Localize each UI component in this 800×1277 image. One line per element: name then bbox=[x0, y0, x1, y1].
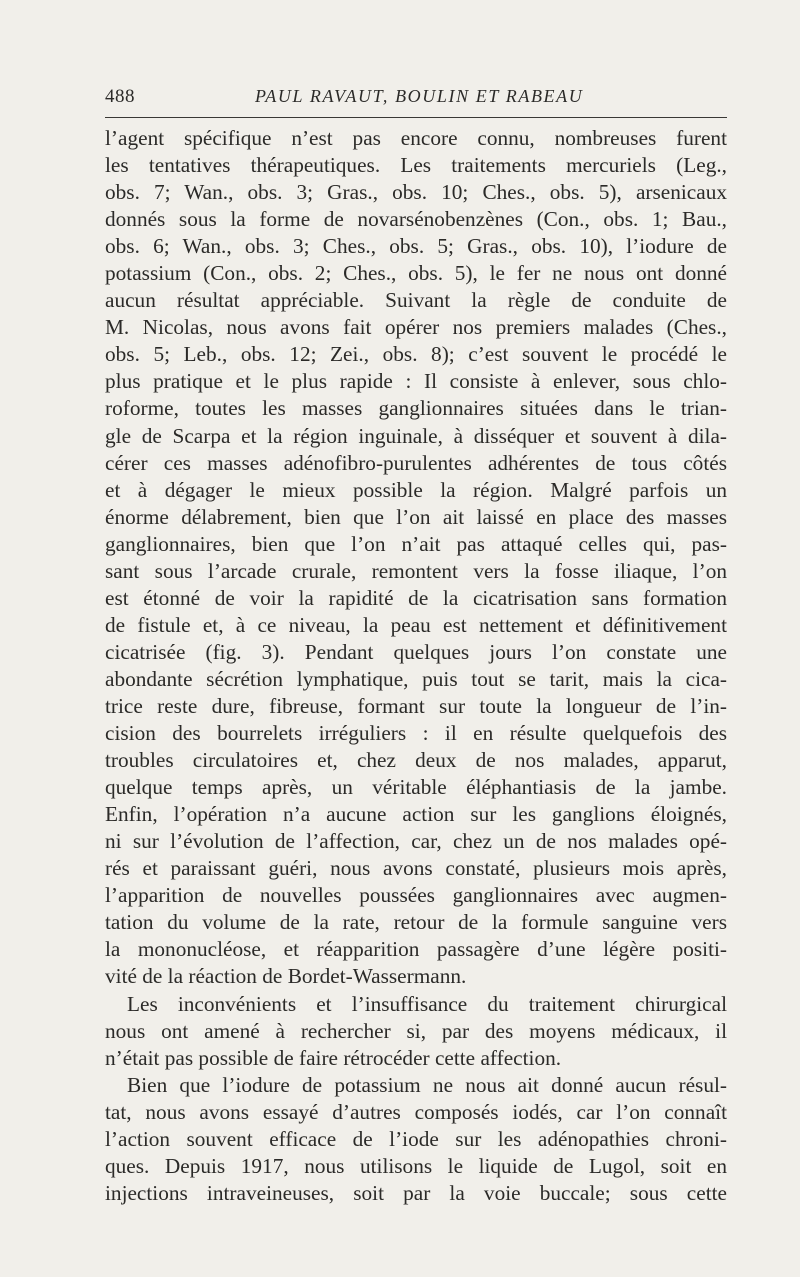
text-line: tat, nous avons essayé d’autres composés iodés, car l’on connaît bbox=[105, 1099, 727, 1124]
text-line: de fistule et, à ce niveau, la peau est nettement et définitivement bbox=[105, 612, 727, 637]
text-line: rés et paraissant guéri, nous avons constaté, plusieurs mois après, bbox=[105, 856, 727, 881]
text-line: troubles circulatoires et, chez deux de nos malades, apparut, bbox=[105, 748, 727, 773]
text-line: trice reste dure, fibreuse, formant sur toute la longueur de l’in- bbox=[105, 693, 727, 718]
text-line: cision des bourrelets irréguliers : il en résulte quelquefois des bbox=[105, 721, 727, 746]
text-line: plus pratique et le plus rapide : Il consiste à enlever, sous chlo- bbox=[105, 369, 727, 394]
running-title: PAUL RAVAUT, BOULIN ET RABEAU bbox=[255, 86, 584, 106]
text-line: gle de Scarpa et la région inguinale, à disséquer et souvent à dila- bbox=[105, 423, 727, 448]
text-line: la mononucléose, et réapparition passagère d’une légère positi- bbox=[105, 937, 727, 962]
text-line: nous ont amené à rechercher si, par des moyens médicaux, il bbox=[105, 1018, 727, 1043]
text-line: M. Nicolas, nous avons fait opérer nos premiers malades (Ches., bbox=[105, 315, 727, 340]
text-line: abondante sécrétion lymphatique, puis tout se tarit, mais la cica- bbox=[105, 666, 727, 691]
text-line: Bien que l’iodure de potassium ne nous ait donné aucun résul- bbox=[127, 1072, 727, 1097]
text-line: obs. 6; Wan., obs. 3; Ches., obs. 5; Gras., obs. 10), l’iodure de bbox=[105, 234, 727, 259]
text-line: les tentatives thérapeutiques. Les traitements mercuriels (Leg., bbox=[105, 153, 727, 178]
text-line: obs. 7; Wan., obs. 3; Gras., obs. 10; Ches., obs. 5), arsenicaux bbox=[105, 180, 727, 205]
text-line: cicatrisée (fig. 3). Pendant quelques jours l’on constate une bbox=[105, 639, 727, 664]
text-line: donnés sous la forme de novarsénobenzènes (Con., obs. 1; Bau., bbox=[105, 207, 727, 232]
text-line: cérer ces masses adénofibro-purulentes adhérentes de tous côtés bbox=[105, 450, 727, 475]
header-rule bbox=[105, 117, 727, 118]
text-line: ques. Depuis 1917, nous utilisons le liquide de Lugol, soit en bbox=[105, 1153, 727, 1178]
text-line: est étonné de voir la rapidité de la cicatrisation sans formation bbox=[105, 585, 727, 610]
text-line: sant sous l’arcade crurale, remontent vers la fosse iliaque, l’on bbox=[105, 558, 727, 583]
text-line: n’était pas possible de faire rétrocéder cette affection. bbox=[105, 1045, 562, 1070]
text-line: Les inconvénients et l’insuffisance du traitement chirurgical bbox=[127, 991, 727, 1016]
text-line: obs. 5; Leb., obs. 12; Zei., obs. 8); c’est souvent le procédé le bbox=[105, 342, 727, 367]
text-line: injections intraveineuses, soit par la voie buccale; sous cette bbox=[105, 1180, 727, 1205]
body-text bbox=[105, 125, 727, 1207]
text-line: potassium (Con., obs. 2; Ches., obs. 5), le fer ne nous ont donné bbox=[105, 261, 727, 286]
text-line: tation du volume de la rate, retour de la formule sanguine vers bbox=[105, 910, 727, 935]
page-header bbox=[105, 86, 730, 116]
text-line: quelque temps après, un véritable éléphantiasis de la jambe. bbox=[105, 775, 727, 800]
text-line: et à dégager le mieux possible la région. Malgré parfois un bbox=[105, 477, 727, 502]
text-line: ganglionnaires, bien que l’on n’ait pas attaqué celles qui, pas- bbox=[105, 531, 727, 556]
text-line: roforme, toutes les masses ganglionnaires situées dans le trian- bbox=[105, 396, 727, 421]
text-line: ni sur l’évolution de l’affection, car, chez un de nos malades opé- bbox=[105, 829, 727, 854]
text-line: l’action souvent efficace de l’iode sur les adénopathies chroni- bbox=[105, 1126, 727, 1151]
text-line: aucun résultat appréciable. Suivant la règle de conduite de bbox=[105, 288, 727, 313]
text-line: Enfin, l’opération n’a aucune action sur les ganglions éloignés, bbox=[105, 802, 727, 827]
text-line: énorme délabrement, bien que l’on ait laissé en place des masses bbox=[105, 504, 727, 529]
text-line: vité de la réaction de Bordet-Wassermann. bbox=[105, 964, 467, 989]
text-line: l’agent spécifique n’est pas encore connu, nombreuses furent bbox=[105, 126, 727, 150]
text-line: l’apparition de nouvelles poussées ganglionnaires avec augmen- bbox=[105, 883, 727, 908]
page-number: 488 bbox=[105, 86, 135, 107]
